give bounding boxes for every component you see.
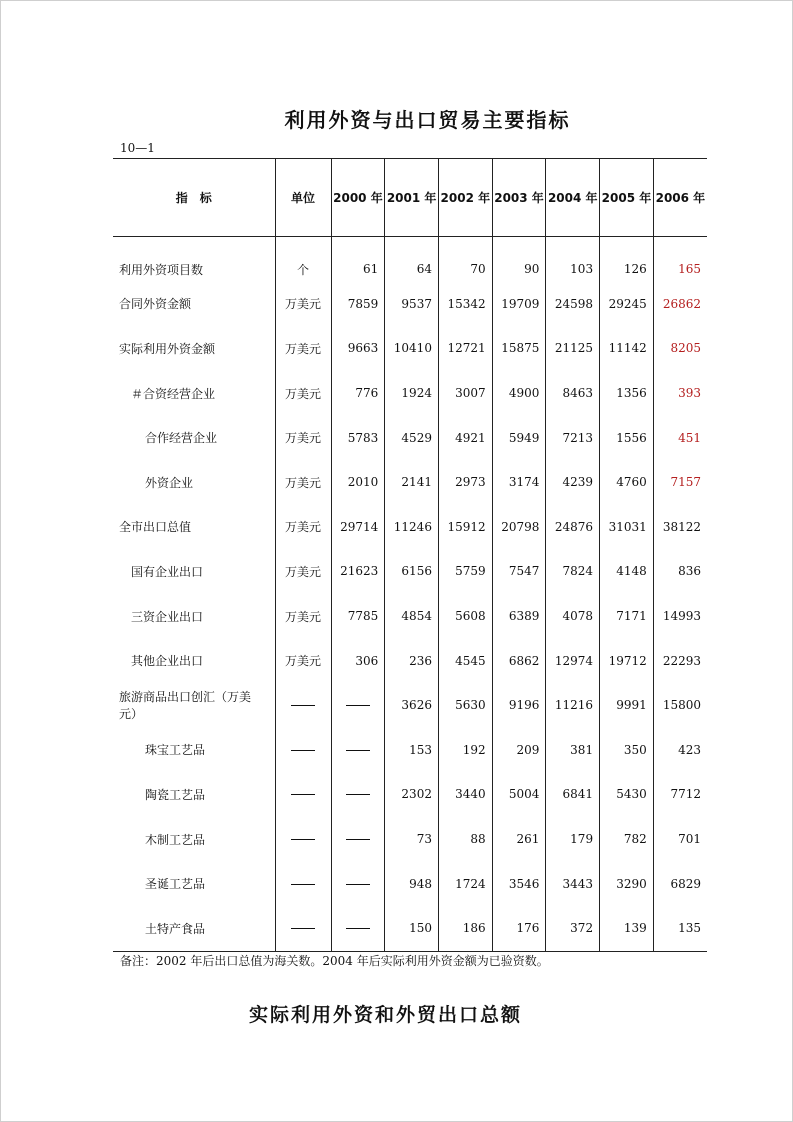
row-unit: 万美元 [275,594,331,639]
table-row [113,683,707,728]
row-value: 9537 [385,282,439,327]
dash-placeholder [291,750,315,751]
table-row [113,371,707,416]
header-year-2003: 2003 年 [492,159,546,237]
indicators-table [113,158,707,952]
row-value: 7157 [653,460,707,505]
row-unit [275,906,331,951]
row-value: 165 [653,237,707,282]
row-value: 24598 [546,282,600,327]
table-code: 10—1 [120,141,155,155]
row-indicator-label: 三资企业出口 [131,609,204,624]
row-value: 7171 [600,594,654,639]
dash-placeholder [346,794,370,795]
row-value: 5608 [438,594,492,639]
row-value: 948 [385,861,439,906]
row-value: 6156 [385,549,439,594]
table-row [113,505,707,550]
row-unit: 个 [275,237,331,282]
row-indicator-label: 旅游商品出口创汇（万美元） [119,690,252,722]
row-value: 209 [492,728,546,773]
header-indicator: 指 标 [113,159,275,237]
row-value: 11246 [385,505,439,550]
dash-placeholder [291,839,315,840]
row-indicator-label: 全市出口总值 [119,520,192,535]
row-value: 1356 [600,371,654,416]
row-value: 26862 [653,282,707,327]
row-value: 4529 [385,415,439,460]
row-value: 451 [653,415,707,460]
row-value: 88 [438,817,492,862]
header-year-2004: 2004 年 [546,159,600,237]
row-value: 19712 [600,638,654,683]
row-indicator-label: 合作经营企业 [145,431,218,446]
row-value: 4239 [546,460,600,505]
row-unit [275,772,331,817]
row-value: 19709 [492,282,546,327]
row-value: 11142 [600,326,654,371]
row-unit: 万美元 [275,371,331,416]
row-value: 350 [600,728,654,773]
row-unit: 万美元 [275,415,331,460]
row-unit [275,817,331,862]
row-value: 21623 [331,549,385,594]
row-unit [275,683,331,728]
document-title: 利用外资与出口贸易主要指标 [284,108,571,132]
table-row [113,415,707,460]
row-value: 5949 [492,415,546,460]
table-row [113,906,707,951]
row-unit: 万美元 [275,282,331,327]
row-indicator-label: 土特产食品 [113,906,275,951]
row-value: 372 [546,906,600,951]
row-value: 22293 [653,638,707,683]
row-value: 11216 [546,683,600,728]
row-value: 12974 [546,638,600,683]
row-indicator-label: 实际利用外资金额 [119,341,216,356]
row-value: 12721 [438,326,492,371]
row-value: 38122 [653,505,707,550]
row-value: 381 [546,728,600,773]
table-row [113,237,707,282]
row-value: 21125 [546,326,600,371]
table-row [113,861,707,906]
row-unit: 万美元 [275,549,331,594]
row-unit [275,861,331,906]
dash-placeholder [346,884,370,885]
row-unit: 万美元 [275,460,331,505]
row-value: 179 [546,817,600,862]
row-value: 15912 [438,505,492,550]
header-year-2006: 2006 年 [653,159,707,237]
row-value: 9663 [331,326,385,371]
row-unit: 万美元 [275,326,331,371]
row-value: 150 [385,906,439,951]
row-indicator-label: 珠宝工艺品 [145,743,206,758]
row-unit: 万美元 [275,505,331,550]
dash-placeholder [291,794,315,795]
row-value: 4760 [600,460,654,505]
row-value: 7785 [331,594,385,639]
row-indicator-label: ＃合资经营企业 [131,386,216,401]
row-value: 15342 [438,282,492,327]
second-section-title: 实际利用外资和外贸出口总额 [248,1004,522,1026]
row-value: 3290 [600,861,654,906]
header-year-2002: 2002 年 [438,159,492,237]
dash-placeholder [346,928,370,929]
row-value: 701 [653,817,707,862]
row-value: 2010 [331,460,385,505]
header-year-2000: 2000 年 [331,159,385,237]
row-value: 73 [385,817,439,862]
row-value: 15875 [492,326,546,371]
row-indicator-label: 国有企业出口 [131,564,204,579]
row-indicator-label: 外资企业 [145,475,194,490]
row-indicator-label: 木制工艺品 [145,832,206,847]
row-value: 29245 [600,282,654,327]
dash-placeholder [346,839,370,840]
row-value: 61 [331,237,385,282]
row-value: 186 [438,906,492,951]
header-year-2001: 2001 年 [385,159,439,237]
row-value [331,772,385,817]
row-value: 24876 [546,505,600,550]
row-value: 3546 [492,861,546,906]
table-note: 备注：2002 年后出口总值为海关数。2004 年后实际利用外资金额为已验资数。 [120,954,549,968]
row-value: 5630 [438,683,492,728]
row-indicator-label: 圣诞工艺品 [145,877,206,892]
row-value: 8205 [653,326,707,371]
row-value [331,683,385,728]
dash-placeholder [291,884,315,885]
row-value: 5783 [331,415,385,460]
row-value: 7824 [546,549,600,594]
row-value: 2141 [385,460,439,505]
row-value: 20798 [492,505,546,550]
table-row [113,326,707,371]
table-row [113,817,707,862]
row-value: 176 [492,906,546,951]
row-value: 6841 [546,772,600,817]
row-value: 31031 [600,505,654,550]
row-unit: 万美元 [275,638,331,683]
row-value: 14993 [653,594,707,639]
row-value: 836 [653,549,707,594]
row-value: 10410 [385,326,439,371]
row-value: 4921 [438,415,492,460]
row-value: 6862 [492,638,546,683]
row-value [331,861,385,906]
row-indicator-label: 陶瓷工艺品 [145,787,206,802]
row-value [331,728,385,773]
row-value: 7859 [331,282,385,327]
row-value: 4854 [385,594,439,639]
row-value: 782 [600,817,654,862]
row-value: 7712 [653,772,707,817]
header-year-2005: 2005 年 [600,159,654,237]
table-header-row [113,159,707,237]
row-indicator-label: 利用外资项目数 [119,262,204,277]
row-value: 153 [385,728,439,773]
table-row [113,594,707,639]
row-value: 2973 [438,460,492,505]
table-row [113,728,707,773]
row-value: 1724 [438,861,492,906]
row-value: 3174 [492,460,546,505]
row-value: 3443 [546,861,600,906]
row-value: 2302 [385,772,439,817]
table-row [113,549,707,594]
row-value: 135 [653,906,707,951]
table-row [113,772,707,817]
row-value: 15800 [653,683,707,728]
row-value [331,906,385,951]
row-value: 5004 [492,772,546,817]
row-value: 3626 [385,683,439,728]
row-value: 90 [492,237,546,282]
row-value: 236 [385,638,439,683]
row-value: 64 [385,237,439,282]
row-value: 4148 [600,549,654,594]
row-value [331,817,385,862]
row-value: 8463 [546,371,600,416]
row-value: 4545 [438,638,492,683]
row-value: 261 [492,817,546,862]
dash-placeholder [346,705,370,706]
row-value: 29714 [331,505,385,550]
table-body [113,237,707,952]
row-value: 4900 [492,371,546,416]
row-indicator-label: 合同外资金额 [119,297,192,312]
row-value: 1556 [600,415,654,460]
row-value: 103 [546,237,600,282]
row-value: 5759 [438,549,492,594]
row-unit [275,728,331,773]
row-value: 393 [653,371,707,416]
table-row [113,282,707,327]
row-value: 5430 [600,772,654,817]
row-value: 192 [438,728,492,773]
row-value: 6829 [653,861,707,906]
dash-placeholder [346,750,370,751]
table-row [113,638,707,683]
row-value: 9196 [492,683,546,728]
row-value: 6389 [492,594,546,639]
row-value: 7213 [546,415,600,460]
row-value: 1924 [385,371,439,416]
row-indicator-label: 其他企业出口 [131,654,204,669]
row-value: 7547 [492,549,546,594]
row-value: 70 [438,237,492,282]
row-value: 306 [331,638,385,683]
row-value: 776 [331,371,385,416]
row-value: 423 [653,728,707,773]
dash-placeholder [291,928,315,929]
row-value: 4078 [546,594,600,639]
row-value: 3007 [438,371,492,416]
row-value: 3440 [438,772,492,817]
table-row [113,460,707,505]
dash-placeholder [291,705,315,706]
row-value: 139 [600,906,654,951]
row-value: 9991 [600,683,654,728]
header-unit: 单位 [275,159,331,237]
row-value: 126 [600,237,654,282]
